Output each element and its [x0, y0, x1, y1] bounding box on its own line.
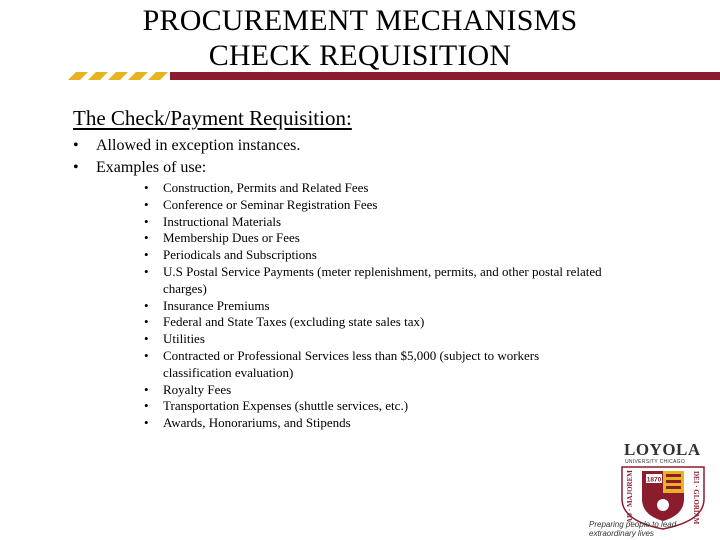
crest-emblem	[657, 499, 669, 511]
stripe	[148, 72, 168, 80]
main-bullet: • Allowed in exception instances.	[73, 135, 300, 157]
stripe	[108, 72, 128, 80]
example-item: • Transportation Expenses (shuttle services, etc.)	[144, 398, 604, 415]
header-stripes	[68, 72, 168, 80]
logo-wordmark: LOYOLA	[624, 440, 701, 459]
stripe	[68, 72, 88, 80]
example-item: • Royalty Fees	[144, 382, 604, 399]
example-item: • Utilities	[144, 331, 604, 348]
page-title-line-1: PROCUREMENT MECHANISMS	[142, 4, 578, 37]
shield-quarter-lines	[666, 486, 681, 489]
example-item: • Membership Dues or Fees	[144, 230, 604, 247]
logo-tagline: Preparing people to lead extraordinary lives	[589, 520, 677, 538]
example-item: • Awards, Honorariums, and Stipends	[144, 415, 604, 432]
main-bullet-list	[73, 135, 300, 179]
example-item: • Instructional Materials	[144, 214, 604, 231]
stripe	[128, 72, 148, 80]
shield-quarter-lines	[666, 474, 681, 477]
shield-quarter-lines	[666, 480, 681, 483]
main-bullet: • Examples of use:	[73, 157, 300, 179]
motto-right: DEI · GLORIAM	[692, 471, 700, 525]
example-item: • Insurance Premiums	[144, 298, 604, 315]
example-item: • Construction, Permits and Related Fees	[144, 180, 604, 197]
section-subtitle: The Check/Payment Requisition:	[73, 106, 352, 130]
example-item: • U.S Postal Service Payments (meter replenishment, permits, and other postal related charges)	[144, 264, 604, 298]
logo-subtitle: UNIVERSITY CHICAGO	[625, 459, 686, 465]
example-item: • Contracted or Professional Services less than $5,000 (subject to workers classification evaluation)	[144, 348, 604, 382]
example-item: • Periodicals and Subscriptions	[144, 247, 604, 264]
examples-list	[144, 180, 604, 432]
example-item: • Federal and State Taxes (excluding state sales tax)	[144, 314, 604, 331]
header-divider-bar	[0, 72, 720, 80]
page-title-line-2: CHECK REQUISITION	[208, 39, 512, 72]
header-band	[170, 72, 720, 80]
stripe	[88, 72, 108, 80]
example-item: • Conference or Seminar Registration Fees	[144, 197, 604, 214]
crest-year: 1870	[646, 476, 662, 484]
motto-left: AD · MAJOREM	[626, 470, 634, 523]
